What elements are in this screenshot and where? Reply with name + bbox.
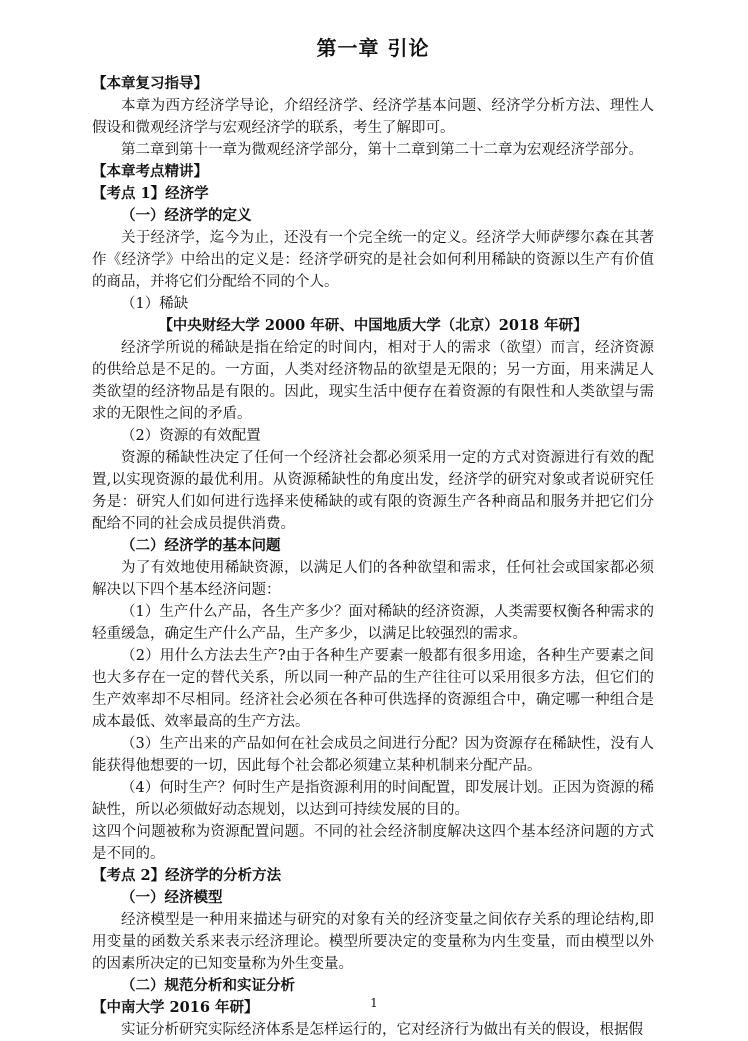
section-definition-heading: （一）经济学的定义 [121,207,252,224]
key-point-2-heading: 【考点 2】经济学的分析方法 [92,867,282,884]
basic-problems-summary: 这四个问题被称为资源配置问题。不同的社会经济制度解决这四个基本经济问题的方式是不同的。 [92,824,654,862]
scarcity-item: （1）稀缺 [121,296,189,312]
scarcity-paragraph: 经济学所说的稀缺是指在给定的时间内，相对于人的需求（欲望）而言，经济资源的供给总是不足的。一方面，人类对经济物品的欲望是无限的；另一方面，用来满足人类欲望的经济物品是有限的。因此，现实生活中便存在着资源的有限性和人类欲望与需求的无限性之间的矛盾。 [92,340,654,422]
section-economic-model-heading: （一）经济模型 [121,889,223,906]
key-points-heading: 【本章考点精讲】 [92,163,208,180]
chapter-title: 第一章 引论 [316,36,430,60]
review-guide-heading: 【本章复习指导】 [92,75,208,92]
basic-problem-1: （1）生产什么产品，各生产多少？面对稀缺的经济资源，人类需要权衡各种需求的轻重缓急，确定生产什么产品，生产多少，以满足比较强烈的需求。 [92,604,654,642]
document-page [92,32,654,1041]
basic-problem-3: （3）生产出来的产品如何在社会成员之间进行分配？因为资源存在稀缺性，没有人能获得他想要的一切，因此每个社会都必须建立某种机制来分配产品。 [92,736,654,774]
basic-problems-intro: 为了有效地使用稀缺资源，以满足人们的各种欲望和需求，任何社会或国家都必须解决以下四个基本经济问题： [92,560,654,598]
exam-reference-2: 【中南大学 2016 年研】 [92,999,259,1016]
economic-model-paragraph: 经济模型是一种用来描述与研究的对象有关的经济变量之间依存关系的理论结构,即用变量的函数关系来表示经济理论。模型所要决定的变量称为内生变量，而由模型以外的因素所决定的已知变量称为外生变量。 [92,912,654,972]
basic-problem-2: （2）用什么方法去生产?由于各种生产要素一般都有很多用途，各种生产要素之间也大多存在一定的替代关系，所以同一种产品的生产往往可以采用很多方法，但它们的生产效率却不尽相同。经济社会必须在各种可供选择的资源组合中，确定哪一种组合是成本最低、效率最高的生产方法。 [92,648,654,730]
review-paragraph-1: 本章为西方经济学导论，介绍经济学、经济学基本问题、经济学分析方法、理性人假设和微观经济学与宏观经济学的联系，考生了解即可。 [92,98,654,136]
review-paragraph-2: 第二章到第十一章为微观经济学部分，第十二章到第二十二章为宏观经济学部分。 [121,142,643,158]
allocation-item: （2）资源的有效配置 [121,428,261,444]
basic-problem-4: （4）何时生产？何时生产是指资源利用的时间配置，即发展计划。正因为资源的稀缺性，所以必须做好动态规划，以达到可持续发展的目的。 [92,780,654,818]
definition-paragraph: 关于经济学，迄今为止，还没有一个完全统一的定义。经济学大师萨缪尔森在其著作《经济学》中给出的定义是：经济学研究的是社会如何利用稀缺的资源以生产有价值的商品，并将它们分配给不同的个人。 [92,230,654,290]
page-number: 1 [370,996,378,1010]
positive-analysis-paragraph: 实证分析研究实际经济体系是怎样运行的，它对经济行为做出有关的假设，根据假 [121,1022,643,1038]
section-basic-problems-heading: （二）经济学的基本问题 [121,537,281,554]
section-normative-positive-heading: （二）规范分析和实证分析 [121,977,295,994]
exam-reference: 【中央财经大学 2000 年研、中国地质大学（北京）2018 年研】 [158,317,588,334]
allocation-paragraph: 资源的稀缺性决定了任何一个经济社会都必须采用一定的方式对资源进行有效的配置,以实现资源的最优利用。从资源稀缺性的角度出发，经济学的研究对象或者说研究任务是：研究人们如何进行选择来使稀缺的或有限的资源生产各种商品和服务并把它们分配给不同的社会成员提供消费。 [92,450,654,532]
key-point-1-heading: 【考点 1】经济学 [92,185,209,202]
